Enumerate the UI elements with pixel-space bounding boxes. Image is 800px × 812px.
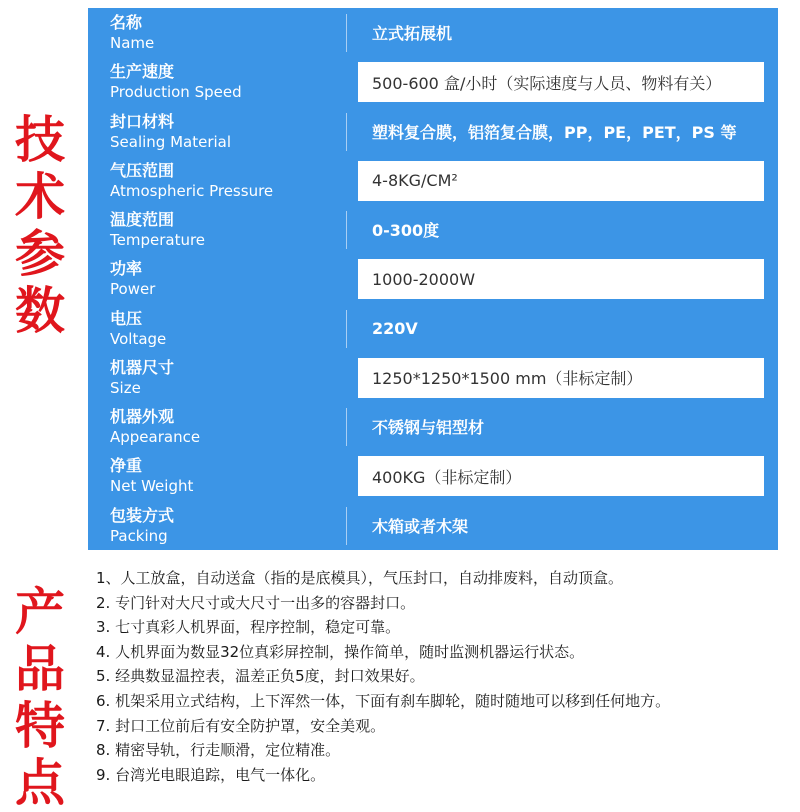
features-list [96,566,786,787]
row-divider [346,408,347,446]
spec-value: 立式拓展机 [372,24,453,43]
specs-title-char: 数 [15,282,65,340]
features-title-char: 品 [15,640,65,698]
features-section-title [6,584,74,812]
specs-title-char: 参 [15,225,65,283]
spec-value: 500-600 盒/小时（实际速度与人员、物料有关） [372,73,722,93]
spec-label-zh: 气压范围 [110,160,175,180]
feature-item: 4. 人机界面为数显32位真彩屏控制，操作简单，随时监测机器运行状态。 [96,642,585,661]
spec-label-en: Name [110,34,155,52]
spec-label-zh: 生产速度 [110,62,175,82]
spec-value: 4-8KG/CM² [372,171,458,191]
spec-label-zh: 机器尺寸 [110,357,175,377]
spec-label-en: Power [110,280,156,299]
spec-label-zh: 功率 [110,259,143,279]
spec-label-en: Packing [110,526,168,545]
spec-label-en: Size [110,378,141,397]
row-divider [346,14,347,52]
spec-value: 400KG（非标定制） [372,467,522,487]
feature-item: 3. 七寸真彩人机界面，程序控制，稳定可靠。 [96,618,401,637]
feature-item: 6. 机架采用立式结构，上下浑然一体，下面有刹车脚轮，随时随地可以移到任何地方。 [96,691,671,710]
spec-value: 木箱或者木架 [372,516,469,536]
row-divider [346,310,347,348]
row-divider [346,507,347,545]
feature-item: 2. 专门针对大尺寸或大尺寸一出多的容器封口。 [96,593,416,612]
spec-label-en: Production Speed [110,83,242,102]
spec-label-zh: 机器外观 [110,407,175,427]
spec-label-zh: 封口材料 [110,111,175,131]
feature-item: 8. 精密导轨，行走顺滑，定位精准。 [96,741,341,760]
spec-label-en: Atmospheric Pressure [110,181,274,200]
spec-label-en: Voltage [110,329,167,348]
specs-section-title [6,112,74,340]
spec-value: 220V [372,318,418,338]
spec-label-en: Appearance [110,428,201,447]
spec-row-production-speed [88,57,778,106]
spec-row-packing [88,501,778,550]
feature-item: 5. 经典数显温控表，温差正负5度，封口效果好。 [96,667,425,686]
spec-value: 0-300度 [372,221,440,241]
spec-table [88,8,778,550]
spec-row-net-weight [88,451,778,500]
spec-row-temperature [88,205,778,254]
spec-label-zh: 温度范围 [110,210,175,230]
spec-label-zh: 净重 [110,456,143,476]
spec-row-sealing-material [88,107,778,156]
spec-value: 1250*1250*1500 mm（非标定制） [372,369,643,389]
row-divider [346,113,347,151]
features-title-char: 产 [15,583,65,641]
specs-title-char: 术 [15,168,65,226]
spec-label-zh: 包装方式 [110,505,175,525]
spec-label-en: Temperature [110,231,206,250]
specs-title-char: 技 [15,111,65,169]
spec-value: 不锈钢与铝型材 [372,418,485,438]
spec-row-name [88,8,778,57]
spec-row-power [88,254,778,303]
spec-label-en: Net Weight [110,477,194,496]
spec-row-size [88,353,778,402]
spec-value: 塑料复合膜，铝箔复合膜，PP，PE，PET，PS 等 [372,122,737,142]
spec-value: 1000-2000W [372,269,476,289]
feature-item: 1、人工放盒，自动送盒（指的是底模具），气压封口，自动排废料，自动顶盒。 [96,569,624,587]
spec-label-zh: 电压 [110,308,143,328]
spec-row-appearance [88,402,778,451]
features-title-char: 点 [15,754,65,812]
feature-item: 9. 台湾光电眼追踪，电气一体化。 [96,765,326,784]
feature-item: 7. 封口工位前后有安全防护罩，安全美观。 [96,716,386,735]
spec-row-voltage [88,304,778,353]
features-title-char: 特 [15,697,65,755]
spec-label-zh: 名称 [110,13,143,32]
spec-row-pressure [88,156,778,205]
row-divider [346,211,347,249]
spec-label-en: Sealing Material [110,132,232,151]
